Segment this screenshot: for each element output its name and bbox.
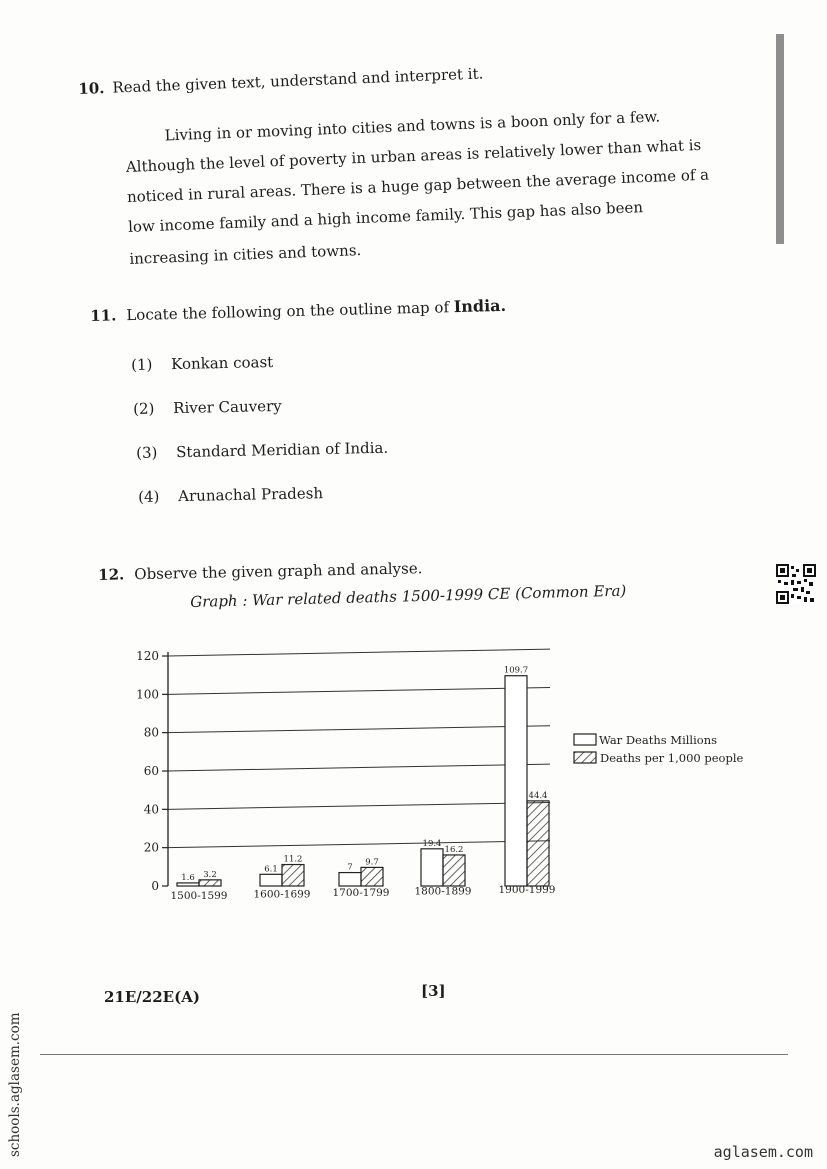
legend-label-war-deaths: War Deaths Millions: [599, 733, 718, 747]
passage-line: low income family and a high income family. This gap has also been: [127, 198, 644, 236]
option-text: Standard Meridian of India.: [175, 438, 389, 462]
bar-deaths-per-1000: [282, 865, 304, 886]
question-12-number: 12.: [98, 565, 125, 584]
y-tick-label: 60: [143, 764, 159, 778]
passage-line: increasing in cities and towns.: [129, 240, 362, 268]
bar-deaths-per-1000: [527, 801, 549, 886]
side-watermark: [2, 965, 26, 1160]
legend-label-deaths-per-1000: Deaths per 1,000 people: [600, 751, 744, 765]
legend-swatch-deaths-per-1000: [574, 752, 596, 763]
option-text: River Cauvery: [172, 396, 282, 418]
question-11-option: [138, 484, 323, 506]
side-watermark-text: schools.aglasem.com: [7, 1012, 23, 1157]
gridline: [168, 764, 550, 771]
question-12-prompt: Observe the given graph and analyse.: [134, 559, 423, 584]
data-label-deaths-per-1000: 3.2: [203, 869, 217, 880]
y-tick-label: 120: [136, 649, 159, 663]
x-category-label: 1900-1999: [498, 884, 556, 896]
paper-code: 21E/22E(A): [104, 988, 200, 1006]
data-label-war-deaths: 6.1: [264, 864, 278, 875]
bar-war-deaths-millions: [177, 883, 199, 886]
question-11-option: [133, 397, 282, 418]
question-10-prompt: Read the given text, understand and interpret it.: [112, 64, 484, 97]
footer-rule: [40, 1054, 788, 1055]
option-number: (1): [131, 355, 153, 374]
bar-war-deaths-millions: [339, 873, 361, 886]
x-category-label: 1500-1599: [170, 890, 228, 902]
gridline: [168, 726, 550, 733]
question-12: [98, 559, 423, 584]
data-label-deaths-per-1000: 16.2: [444, 844, 464, 855]
question-11-prompt-bold: India.: [453, 295, 507, 317]
graph-title: Graph : War related deaths 1500-1999 CE (Common Era): [190, 581, 627, 611]
y-tick-label: 100: [136, 687, 159, 702]
qr-code: [776, 564, 816, 604]
bar-war-deaths-millions: [260, 874, 282, 886]
passage-line: noticed in rural areas. There is a huge gap between the average income of a: [126, 165, 710, 206]
option-number: (4): [138, 487, 160, 506]
y-tick-label: 40: [143, 802, 159, 817]
data-label-war-deaths: 7: [347, 862, 353, 873]
x-category-label: 1600-1699: [253, 888, 311, 901]
option-text: Konkan coast: [170, 353, 274, 374]
question-11: [90, 296, 506, 325]
gridline: [168, 802, 550, 809]
question-11-option: [136, 439, 388, 462]
y-tick-label: 80: [143, 725, 159, 740]
data-label-war-deaths: 1.6: [181, 872, 195, 883]
bar-deaths-per-1000: [361, 867, 383, 886]
question-11-prompt: Locate the following on the outline map of: [126, 298, 450, 325]
gridline: [168, 838, 550, 849]
war-deaths-bar-chart: [120, 630, 770, 910]
y-tick-label: 0: [151, 879, 159, 893]
bar-war-deaths-millions: [505, 676, 527, 886]
option-number: (3): [136, 443, 158, 462]
legend-swatch-war-deaths: [574, 734, 596, 745]
data-label-deaths-per-1000: 11.2: [283, 854, 303, 865]
data-label-war-deaths: 19.4: [422, 838, 442, 849]
data-label-war-deaths: 109.7: [503, 665, 529, 676]
page-number: [3]: [421, 982, 446, 1000]
x-category-label: 1700-1799: [332, 887, 390, 899]
scan-edge-shadow: [776, 34, 784, 244]
x-category-label: 1800-1899: [414, 885, 472, 898]
passage-line: Living in or moving into cities and towns is a boon only for a few.: [164, 107, 661, 145]
option-number: (2): [133, 399, 155, 418]
question-10-passage: [124, 95, 724, 268]
question-10-number: 10.: [78, 78, 105, 98]
bar-deaths-per-1000: [199, 880, 221, 886]
data-label-deaths-per-1000: 44.4: [528, 790, 548, 801]
y-tick-label: 20: [143, 840, 159, 855]
site-footer: aglasem.com: [713, 1143, 813, 1161]
gridline: [168, 649, 550, 656]
passage-line: Although the level of poverty in urban areas is relatively lower than what is: [125, 135, 702, 176]
bar-war-deaths-millions: [421, 849, 443, 886]
question-11-number: 11.: [90, 306, 117, 325]
gridline: [168, 687, 550, 694]
option-text: Arunachal Pradesh: [177, 484, 324, 506]
bar-deaths-per-1000: [443, 855, 465, 886]
data-label-deaths-per-1000: 9.7: [365, 857, 379, 868]
question-11-option: [131, 353, 273, 374]
question-10: [78, 64, 484, 98]
